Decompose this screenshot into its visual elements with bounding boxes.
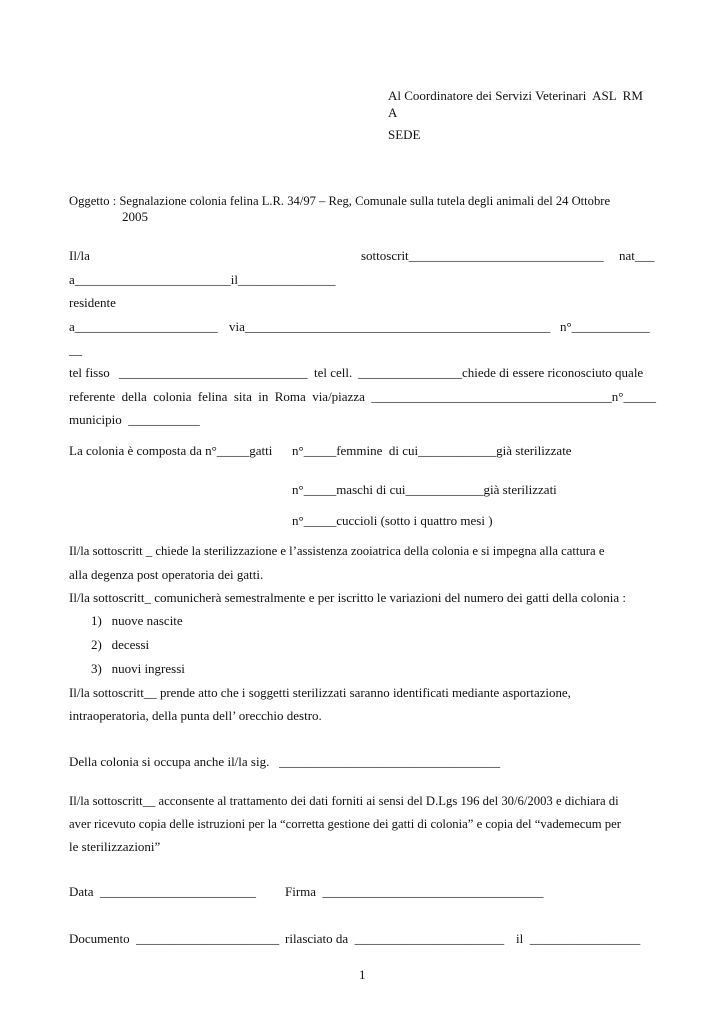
date-field: Data ________________________ xyxy=(69,884,257,899)
applicant-residence-street: via_______________________________________________ xyxy=(229,319,551,334)
referent-address-field: _____________________________________n°_____ xyxy=(371,389,656,404)
tel-cell-field: ________________chiede di essere riconosciuto quale xyxy=(358,365,644,380)
consent-line-3: le sterilizzazioni” xyxy=(69,839,161,854)
referent-word-5: sita xyxy=(233,389,252,404)
referent-word-4: felina xyxy=(197,389,228,404)
colony-males: n°_____maschi di cui____________già sterilizzati xyxy=(292,482,557,497)
applicant-sottoscrit: sottoscrit______________________________ xyxy=(361,248,604,263)
recipient-line-1: Al Coordinatore dei Servizi Veterinari ASL RM xyxy=(388,88,643,103)
applicant-birthplace-date: a________________________il_______________ xyxy=(69,272,336,287)
list-item-deaths: 2) decessi xyxy=(91,637,150,652)
applicant-residence-city: a______________________ xyxy=(69,319,218,334)
referent-word-3: colonia xyxy=(153,389,192,404)
referent-word-7: Roma xyxy=(274,389,306,404)
referent-word-8: via/piazza xyxy=(312,389,365,404)
recipient-line-3: SEDE xyxy=(388,127,421,142)
applicant-residence-number: n°____________ xyxy=(560,319,650,334)
ear-tip-statement-line-2: intraoperatoria, della punta dell’ orecchio destro. xyxy=(69,708,322,723)
signature-field: Firma __________________________________ xyxy=(285,884,544,899)
municipio-field: municipio ___________ xyxy=(69,412,200,427)
applicant-il-la: Il/la xyxy=(69,248,90,263)
sterilization-request-line-1: Il/la sottoscritt _ chiede la sterilizzazione e l’assistenza zooiatrica della colonia e si impegna alla cattura e xyxy=(69,544,605,558)
referent-line xyxy=(69,389,656,405)
referent-word-6: in xyxy=(258,389,269,404)
recipient-line-2: A xyxy=(388,105,398,120)
variations-statement: Il/la sottoscritt_ comunicherà semestralmente e per iscritto le variazioni del numero dei gatti della colonia : xyxy=(69,590,627,605)
applicant-nat: nat___ xyxy=(619,248,655,263)
sterilization-request-line-2: alla degenza post operatoria dei gatti. xyxy=(69,567,264,582)
list-item-new-births: 1) nuove nascite xyxy=(91,613,183,628)
consent-line-1: Il/la sottoscritt__ acconsente al trattamento dei dati forniti ai sensi del D.Lgs 196 del 30/6/2003 e dichiara di xyxy=(69,794,619,808)
ear-tip-statement-line-1: Il/la sottoscritt__ prende atto che i soggetti sterilizzati saranno identificati mediante asportazione, xyxy=(69,686,571,700)
applicant-residente: residente xyxy=(69,295,116,310)
page-number: 1 xyxy=(359,967,366,982)
referent-word-1: referente xyxy=(69,389,116,404)
applicant-residence-continuation: __ xyxy=(69,342,82,357)
document-field: Documento ______________________ xyxy=(69,931,280,946)
referent-word-2: della xyxy=(121,389,147,404)
colony-total-cats: La colonia è composta da n°_____gatti xyxy=(69,443,273,458)
tel-cell-label: tel cell. xyxy=(314,365,353,380)
issue-date-field: il _________________ xyxy=(516,931,641,946)
consent-line-2: aver ricevuto copia delle istruzioni per la “corretta gestione dei gatti di colonia” e copia del “vademecum per xyxy=(69,817,622,831)
subject-line-2: 2005 xyxy=(122,209,148,224)
tel-fisso-field: _____________________________ xyxy=(119,365,308,380)
colony-kittens: n°_____cuccioli (sotto i quattro mesi ) xyxy=(292,513,493,528)
colony-females: n°_____femmine di cui____________già sterilizzate xyxy=(292,443,572,458)
tel-fisso-label: tel fisso xyxy=(69,365,110,380)
subject-line-1: Oggetto : Segnalazione colonia felina L.R. 34/97 – Reg, Comunale sulla tutela degli animali del 24 Ottobre xyxy=(69,194,611,208)
issued-by-field: rilasciato da _______________________ xyxy=(285,931,505,946)
caretaker-field: Della colonia si occupa anche il/la sig. __________________________________ xyxy=(69,754,501,769)
list-item-new-entries: 3) nuovi ingressi xyxy=(91,661,185,676)
